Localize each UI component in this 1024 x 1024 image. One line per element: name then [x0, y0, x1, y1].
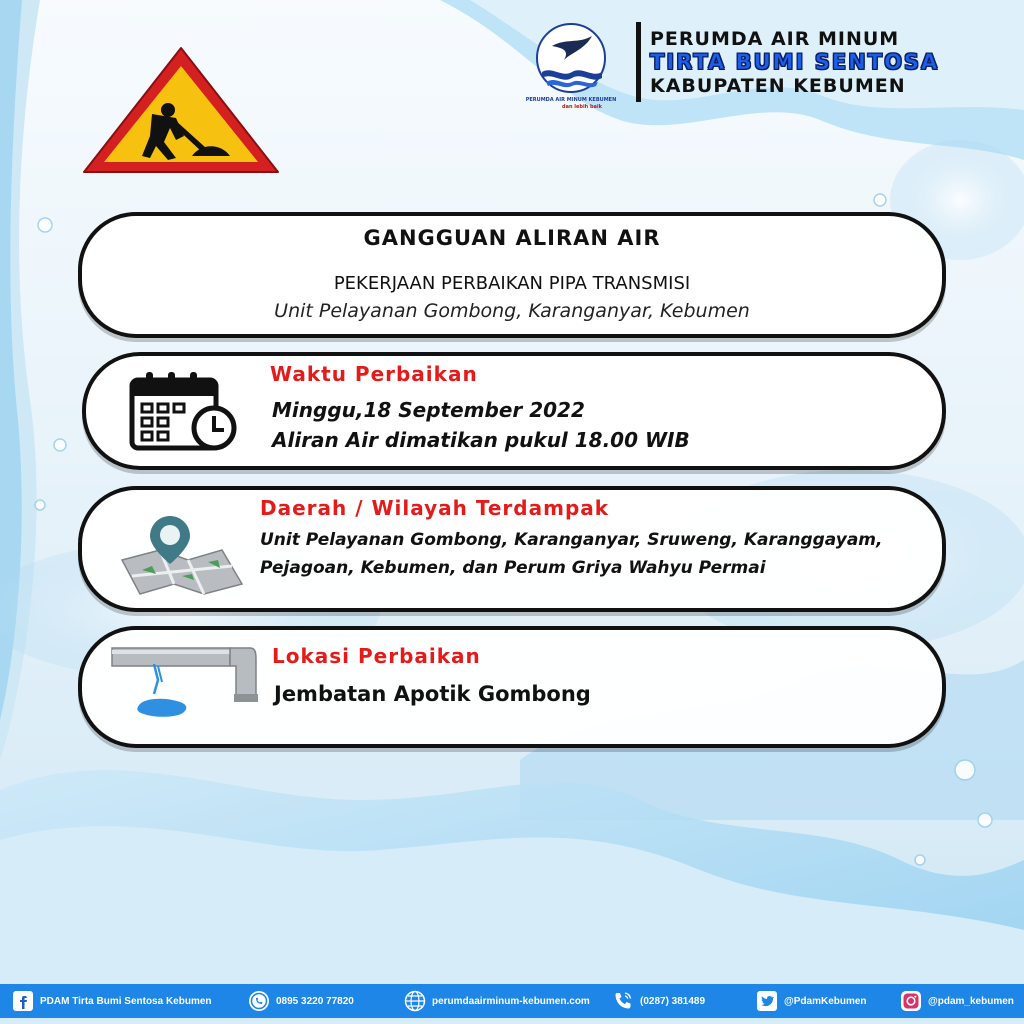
instagram-icon: [900, 990, 922, 1012]
leaking-pipe-icon: [110, 640, 260, 724]
whatsapp-label: 0895 3220 77820: [276, 995, 354, 1007]
website-link[interactable]: [404, 984, 590, 1018]
repair-time-card: [82, 352, 946, 470]
twitter-label: @PdamKebumen: [784, 995, 867, 1007]
affected-area-line-2: Pejagoan, Kebumen, dan Perum Griya Wahyu Permai: [260, 558, 766, 578]
repair-date: Minggu,18 September 2022: [272, 398, 585, 422]
notice-subtitle: PEKERJAAN PERBAIKAN PIPA TRANSMISI: [333, 273, 691, 294]
globe-icon: [404, 990, 426, 1012]
facebook-link[interactable]: [12, 984, 212, 1018]
road-work-warning-icon: [80, 44, 282, 176]
calendar-clock-icon: [128, 370, 240, 452]
notice-title: GANGGUAN ALIRAN AIR: [363, 226, 661, 250]
instagram-link[interactable]: [900, 984, 1014, 1018]
notice-title-card: [78, 212, 946, 338]
repair-location-card: [78, 626, 946, 748]
instagram-label: @pdam_kebumen: [928, 995, 1014, 1007]
phone-icon: [612, 990, 634, 1012]
contact-footer: [0, 984, 1024, 1018]
repair-time-heading: Waktu Perbaikan: [270, 362, 478, 386]
logo-text: PERUMDA AIR MINUM KEBUMEN: [525, 97, 617, 103]
logo-tagline: dan lebih baik: [562, 104, 602, 110]
repair-location-heading: Lokasi Perbaikan: [272, 644, 481, 668]
website-label: perumdaairminum-kebumen.com: [432, 995, 590, 1007]
repair-location: Jembatan Apotik Gombong: [274, 682, 591, 706]
notice-unit: Unit Pelayanan Gombong, Karanganyar, Kebumen: [274, 300, 750, 322]
affected-area-line-1: Unit Pelayanan Gombong, Karanganyar, Sruweng, Karanggayam,: [260, 530, 883, 550]
phone-link[interactable]: [612, 984, 705, 1018]
whatsapp-icon: [248, 990, 270, 1012]
facebook-icon: [12, 990, 34, 1012]
water-off-time: Aliran Air dimatikan pukul 18.00 WIB: [272, 428, 690, 452]
affected-area-heading: Daerah / Wilayah Terdampak: [260, 496, 610, 520]
brand-line-2: TIRTA BUMI SENTOSA: [650, 50, 940, 74]
brand-line-3: KABUPATEN KEBUMEN: [650, 75, 906, 97]
brand-divider: [636, 22, 641, 102]
whatsapp-link[interactable]: [248, 984, 354, 1018]
twitter-icon: [756, 990, 778, 1012]
affected-area-card: [78, 486, 946, 612]
facebook-label: PDAM Tirta Bumi Sentosa Kebumen: [40, 995, 212, 1007]
phone-label: (0287) 381489: [640, 995, 706, 1007]
brand-line-1: PERUMDA AIR MINUM: [650, 28, 900, 50]
map-pin-icon: [112, 514, 252, 596]
company-logo: [512, 16, 630, 110]
twitter-link[interactable]: [756, 984, 867, 1018]
